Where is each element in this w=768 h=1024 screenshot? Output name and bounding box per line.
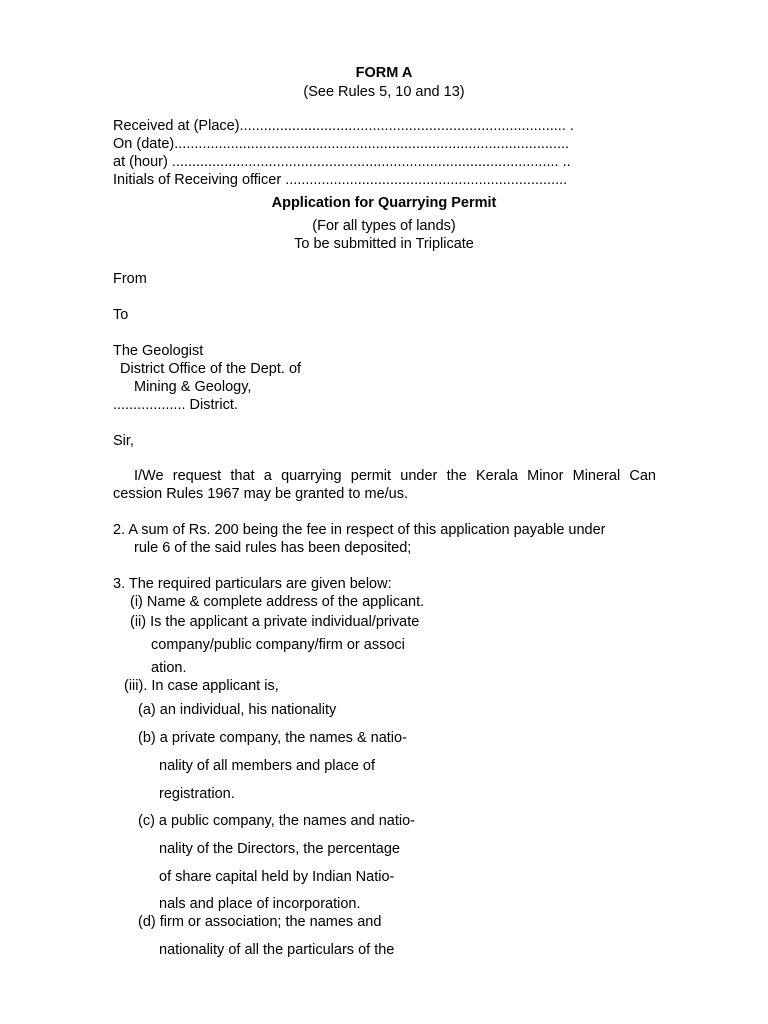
rules-reference: (See Rules 5, 10 and 13) bbox=[303, 84, 465, 100]
item-ii-line-1: (ii) Is the applicant a private individual/private bbox=[130, 614, 420, 630]
item-ii-line-3: ation. bbox=[151, 660, 187, 676]
form-title: FORM A bbox=[355, 65, 413, 81]
item-a: (a) an individual, his nationality bbox=[138, 702, 337, 718]
fee-paragraph-line-1: 2. A sum of Rs. 200 being the fee in respect of this application payable under bbox=[113, 522, 606, 538]
application-subtitle: (For all types of lands) bbox=[312, 218, 456, 234]
application-title: Application for Quarrying Permit bbox=[271, 195, 497, 211]
fee-paragraph-line-2: rule 6 of the said rules has been deposited; bbox=[134, 540, 412, 556]
addressee-line-1: The Geologist bbox=[113, 343, 204, 359]
received-place-line: Received at (Place)................................................................................. . bbox=[113, 118, 574, 134]
request-paragraph-line-1: I/We request that a quarrying permit under the Kerala Minor Mineral Can bbox=[134, 468, 656, 484]
addressee-line-2: District Office of the Dept. of bbox=[120, 361, 302, 377]
from-label: From bbox=[113, 271, 147, 287]
request-paragraph-line-2: cession Rules 1967 may be granted to me/us. bbox=[113, 486, 408, 502]
item-b-line-1: (b) a private company, the names & natio- bbox=[138, 730, 407, 746]
received-date-line: On (date).................................................................................................. bbox=[113, 136, 570, 152]
item-c-line-4: nals and place of incorporation. bbox=[159, 896, 361, 912]
item-d-line-1: (d) firm or association; the names and bbox=[138, 914, 382, 930]
item-iii: (iii). In case applicant is, bbox=[124, 678, 279, 694]
item-i: (i) Name & complete address of the applicant. bbox=[130, 594, 425, 610]
item-b-line-2: nality of all members and place of bbox=[159, 758, 375, 774]
submission-note: To be submitted in Triplicate bbox=[294, 236, 474, 252]
received-hour-line: at (hour) ................................................................................................ .. bbox=[113, 154, 571, 170]
addressee-line-3: Mining & Geology, bbox=[134, 379, 252, 395]
item-ii-line-2: company/public company/firm or associ bbox=[151, 637, 405, 653]
addressee-line-4: .................. District. bbox=[113, 397, 238, 413]
salutation: Sir, bbox=[113, 433, 134, 449]
receiving-officer-initials-line: Initials of Receiving officer ...................................................................... bbox=[113, 172, 568, 188]
particulars-intro: 3. The required particulars are given below: bbox=[113, 576, 392, 592]
to-label: To bbox=[113, 307, 129, 323]
item-c-line-2: nality of the Directors, the percentage bbox=[159, 841, 400, 857]
item-c-line-3: of share capital held by Indian Natio- bbox=[159, 869, 395, 885]
item-c-line-1: (c) a public company, the names and natio- bbox=[138, 813, 415, 829]
item-d-line-2: nationality of all the particulars of the bbox=[159, 942, 395, 958]
item-b-line-3: registration. bbox=[159, 786, 235, 802]
